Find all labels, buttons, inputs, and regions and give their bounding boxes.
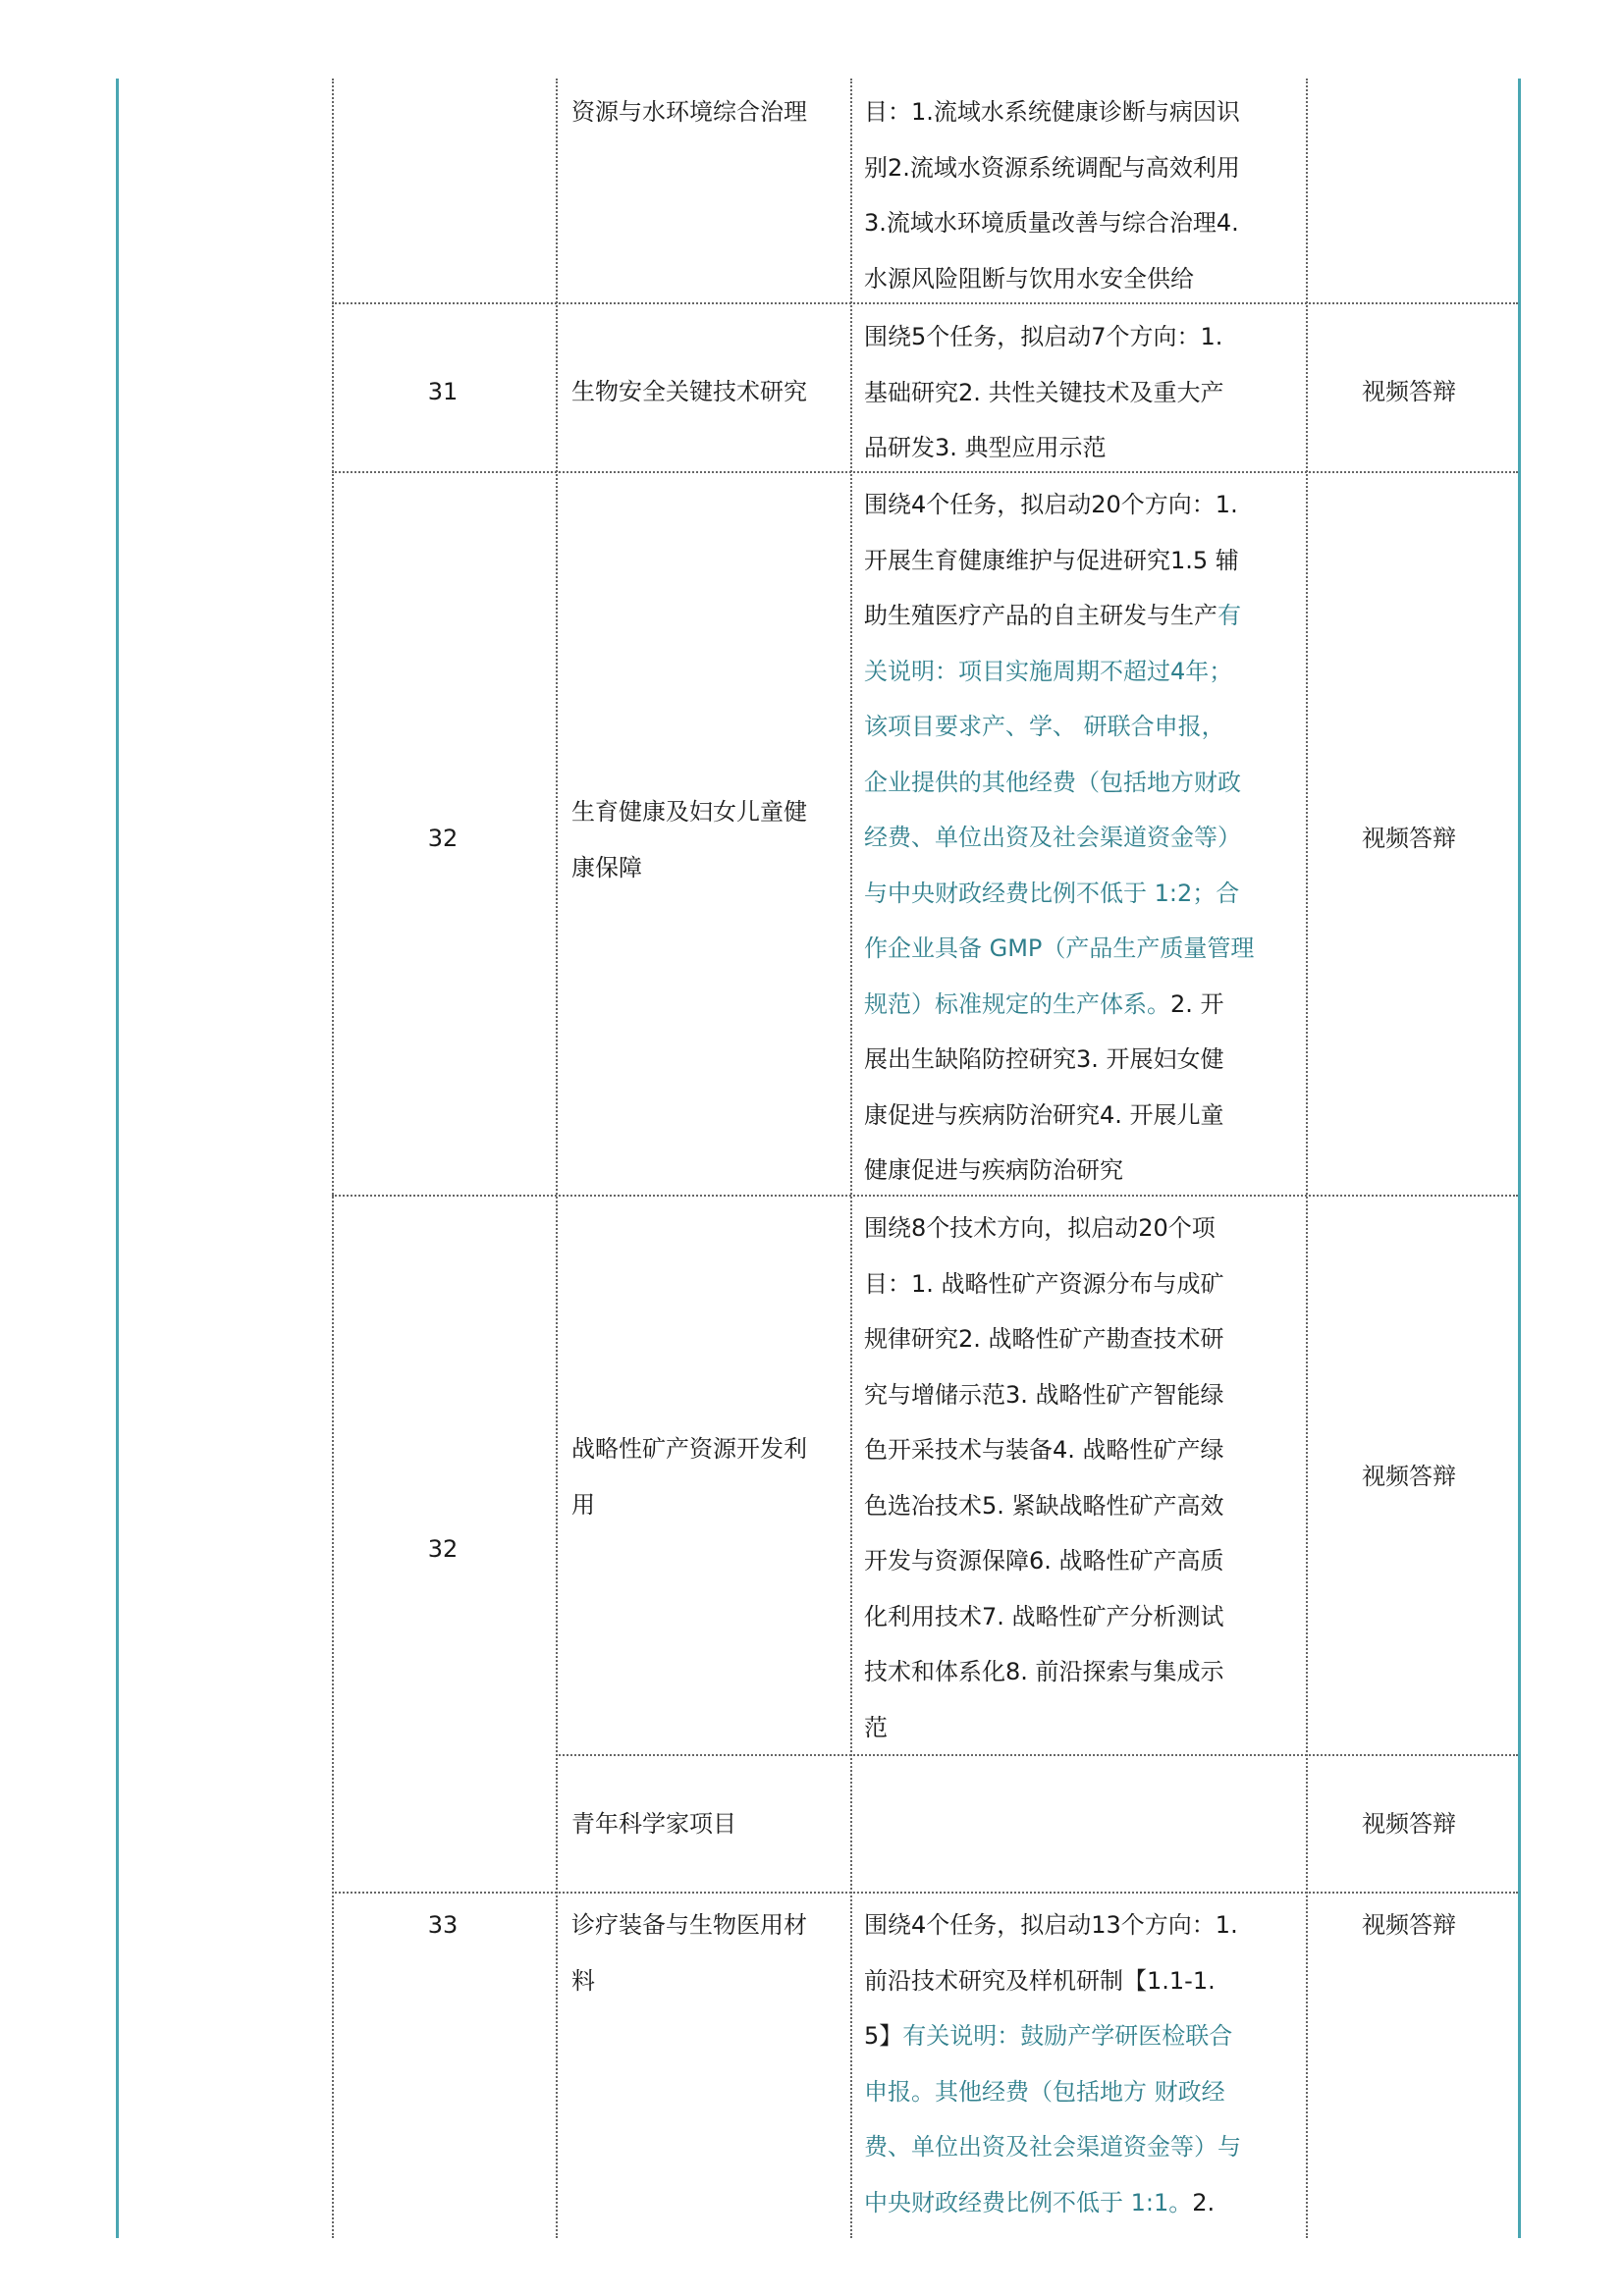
- defense-method: 视频答辩: [1362, 1463, 1456, 1490]
- content-text: 2.: [1192, 2188, 1216, 2216]
- content-text: 2. 开 展出生缺陷防控研究3. 开展妇女健 康促进与疾病防治研究4. 开展儿童 健康促进与疾病防治研究: [864, 989, 1224, 1184]
- row-divider: [332, 1892, 1518, 1894]
- row-number: 32: [427, 1535, 459, 1563]
- row-number: 31: [427, 378, 459, 405]
- column-divider: [556, 79, 558, 2238]
- project-content: [864, 1897, 1296, 2230]
- content-text: 围绕4个任务，拟启动20个方向：1. 开展生育健康维护与促进研究1.5 辅 助生殖医疗产品的自主研发与生产: [864, 491, 1239, 629]
- defense-method: 视频答辩: [1362, 825, 1456, 852]
- project-name: 生育健康及妇女儿童健 康保障: [571, 798, 807, 881]
- project-name: 战略性矿产资源开发利 用: [571, 1435, 807, 1519]
- project-name: 青年科学家项目: [571, 1810, 736, 1838]
- project-content: 目：1.流域水系统健康诊断与病因识 别2.流域水资源系统调配与高效利用 3.流域水环境质量改善与综合治理4. 水源风险阻断与饮用水安全供给: [864, 98, 1240, 293]
- defense-method: 视频答辩: [1362, 378, 1456, 405]
- project-name: 诊疗装备与生物医用材 料: [571, 1911, 807, 1995]
- page-right-rule: [1518, 79, 1521, 2238]
- project-content: [864, 477, 1296, 1199]
- content-note: 有关说明：鼓励产学研医检联合 申报。其他经费（包括地方 财政经 费、单位出资及社会渠道资金等）与 中央财政经费比例不低于 1:1。: [864, 2022, 1241, 2216]
- project-name: 资源与水环境综合治理: [571, 98, 807, 126]
- defense-method: 视频答辩: [1362, 1911, 1456, 1939]
- row-number: 33: [427, 1911, 459, 1939]
- row-number: 32: [427, 825, 459, 852]
- project-name: 生物安全关键技术研究: [571, 378, 807, 405]
- project-content: 围绕5个任务，拟启动7个方向：1. 基础研究2. 共性关键技术及重大产 品研发3. 典型应用示范: [864, 323, 1224, 461]
- column-divider: [332, 79, 334, 2238]
- page-left-rule: [116, 79, 119, 2238]
- defense-method: 视频答辩: [1362, 1810, 1456, 1838]
- project-content: 围绕8个技术方向，拟启动20个项 目：1. 战略性矿产资源分布与成矿 规律研究2. 战略性矿产勘查技术研 究与增储示范3. 战略性矿产智能绿 色开采技术与装备4. 战略性矿产绿 色选冶技术5. 紧缺战略性矿产高效 开发与资源保障6. 战略性矿产高质 化利用技术7. 战略性矿产分析测试 技术和体系化8. 前沿探索与集成示 范: [864, 1214, 1224, 1741]
- content-note: 有 关说明：项目实施周期不超过4年； 该项目要求产、学、 研联合申报， 企业提供的其他经费（包括地方财政 经费、单位出资及社会渠道资金等） 与中央财政经费比例不低于 1:2；合 作企业具备 GMP（产品生产质量管理 规范）标准规定的生产体系。: [864, 602, 1255, 1018]
- content-text: 围绕4个任务，拟启动13个方向：1. 前沿技术研究及样机研制【1.1-1. 5】: [864, 1911, 1238, 2050]
